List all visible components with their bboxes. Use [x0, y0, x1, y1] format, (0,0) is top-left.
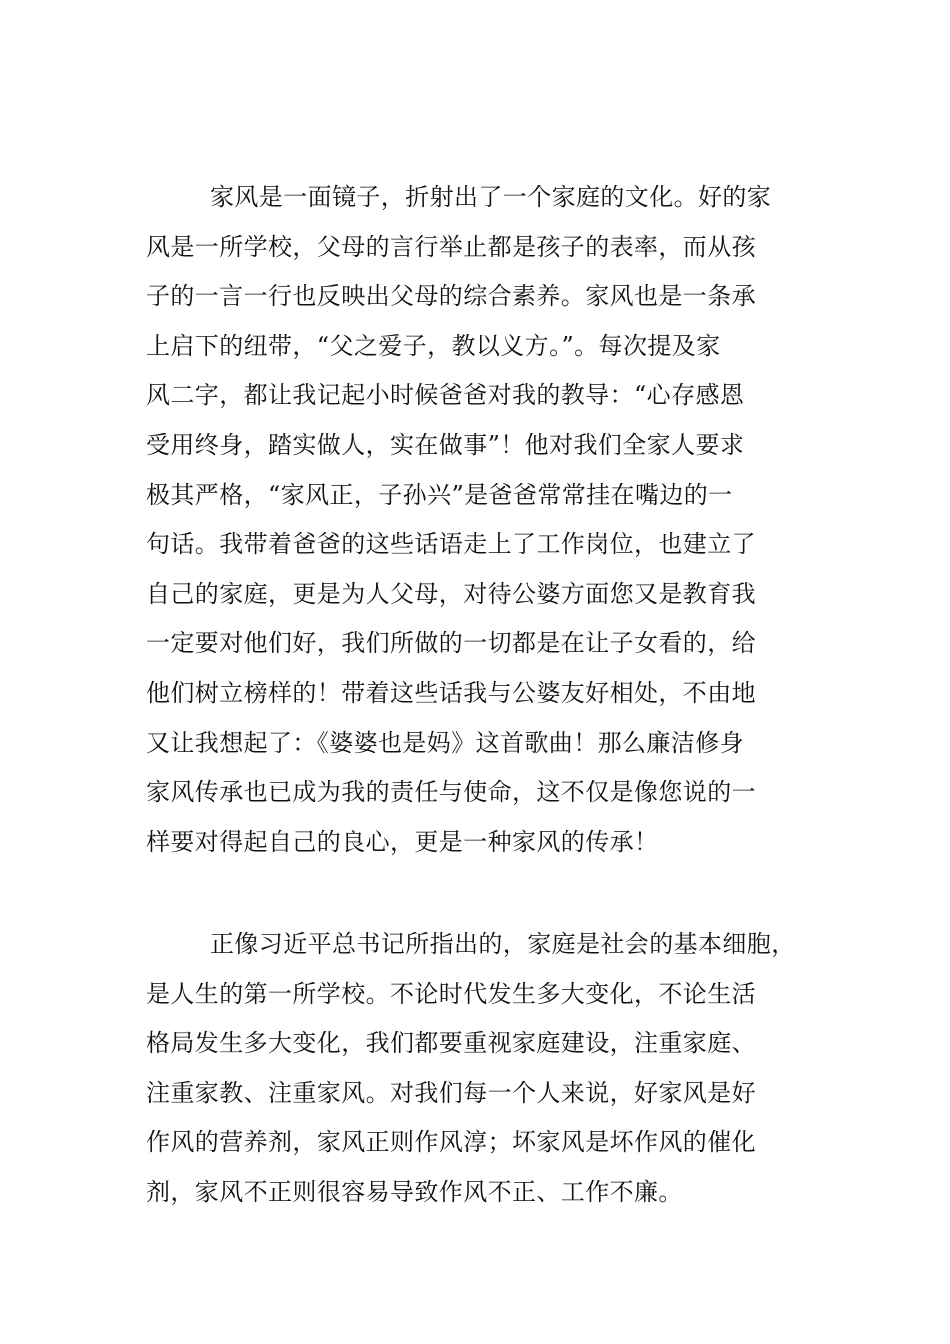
text-line: 格局发生多大变化，我们都要重视家庭建设，注重家庭、: [146, 1029, 756, 1058]
text-line: 风二字，都让我记起小时候爸爸对我的教导：“心存感恩: [146, 381, 745, 410]
text-line: 自己的家庭，更是为人父母，对待公婆方面您又是教育我: [146, 579, 756, 608]
text-line: 家风是一面镜子，折射出了一个家庭的文化。好的家: [210, 183, 772, 211]
text-line: 他们树立榜样的！带着这些话我与公婆友好相处，不由地: [146, 678, 756, 707]
text-line: 又让我想起了：《婆婆也是妈》这首歌曲！那么廉洁修身: [146, 728, 744, 757]
text-line: 子的一言一行也反映出父母的综合素养。家风也是一条承: [146, 282, 756, 311]
text-line: 剂，家风不正则很容易导致作风不正、工作不廉。: [146, 1177, 683, 1206]
paragraph-family-mirror: [146, 173, 826, 867]
text-line: 是人生的第一所学校。不论时代发生多大变化，不论生活: [146, 979, 756, 1008]
text-line: 极其严格，“家风正，子孙兴”是爸爸常常挂在嘴边的一: [146, 480, 733, 509]
text-line: 注重家教、注重家风。对我们每一个人来说，好家风是好: [146, 1078, 756, 1107]
text-line: 样要对得起自己的良心，更是一种家风的传承！: [146, 827, 659, 856]
text-line: 作风的营养剂，家风正则作风淳；坏家风是坏作风的催化: [146, 1128, 756, 1157]
paragraph-family-education: [146, 920, 826, 1218]
text-line: 正像习近平总书记所指出的，家庭是社会的基本细胞，: [210, 930, 796, 958]
text-line: 风是一所学校，父母的言行举止都是孩子的表率，而从孩: [146, 232, 756, 261]
text-line: 家风传承也已成为我的责任与使命，这不仅是像您说的一: [146, 778, 756, 807]
text-line: 受用终身，踏实做人，实在做事”！他对我们全家人要求: [146, 430, 745, 459]
text-line: 句话。我带着爸爸的这些话语走上了工作岗位，也建立了: [146, 530, 756, 559]
text-line: 上启下的纽带，“父之爱子，教以义方。”。每次提及家: [146, 331, 721, 360]
text-line: 一定要对他们好，我们所做的一切都是在让子女看的，给: [146, 629, 756, 658]
